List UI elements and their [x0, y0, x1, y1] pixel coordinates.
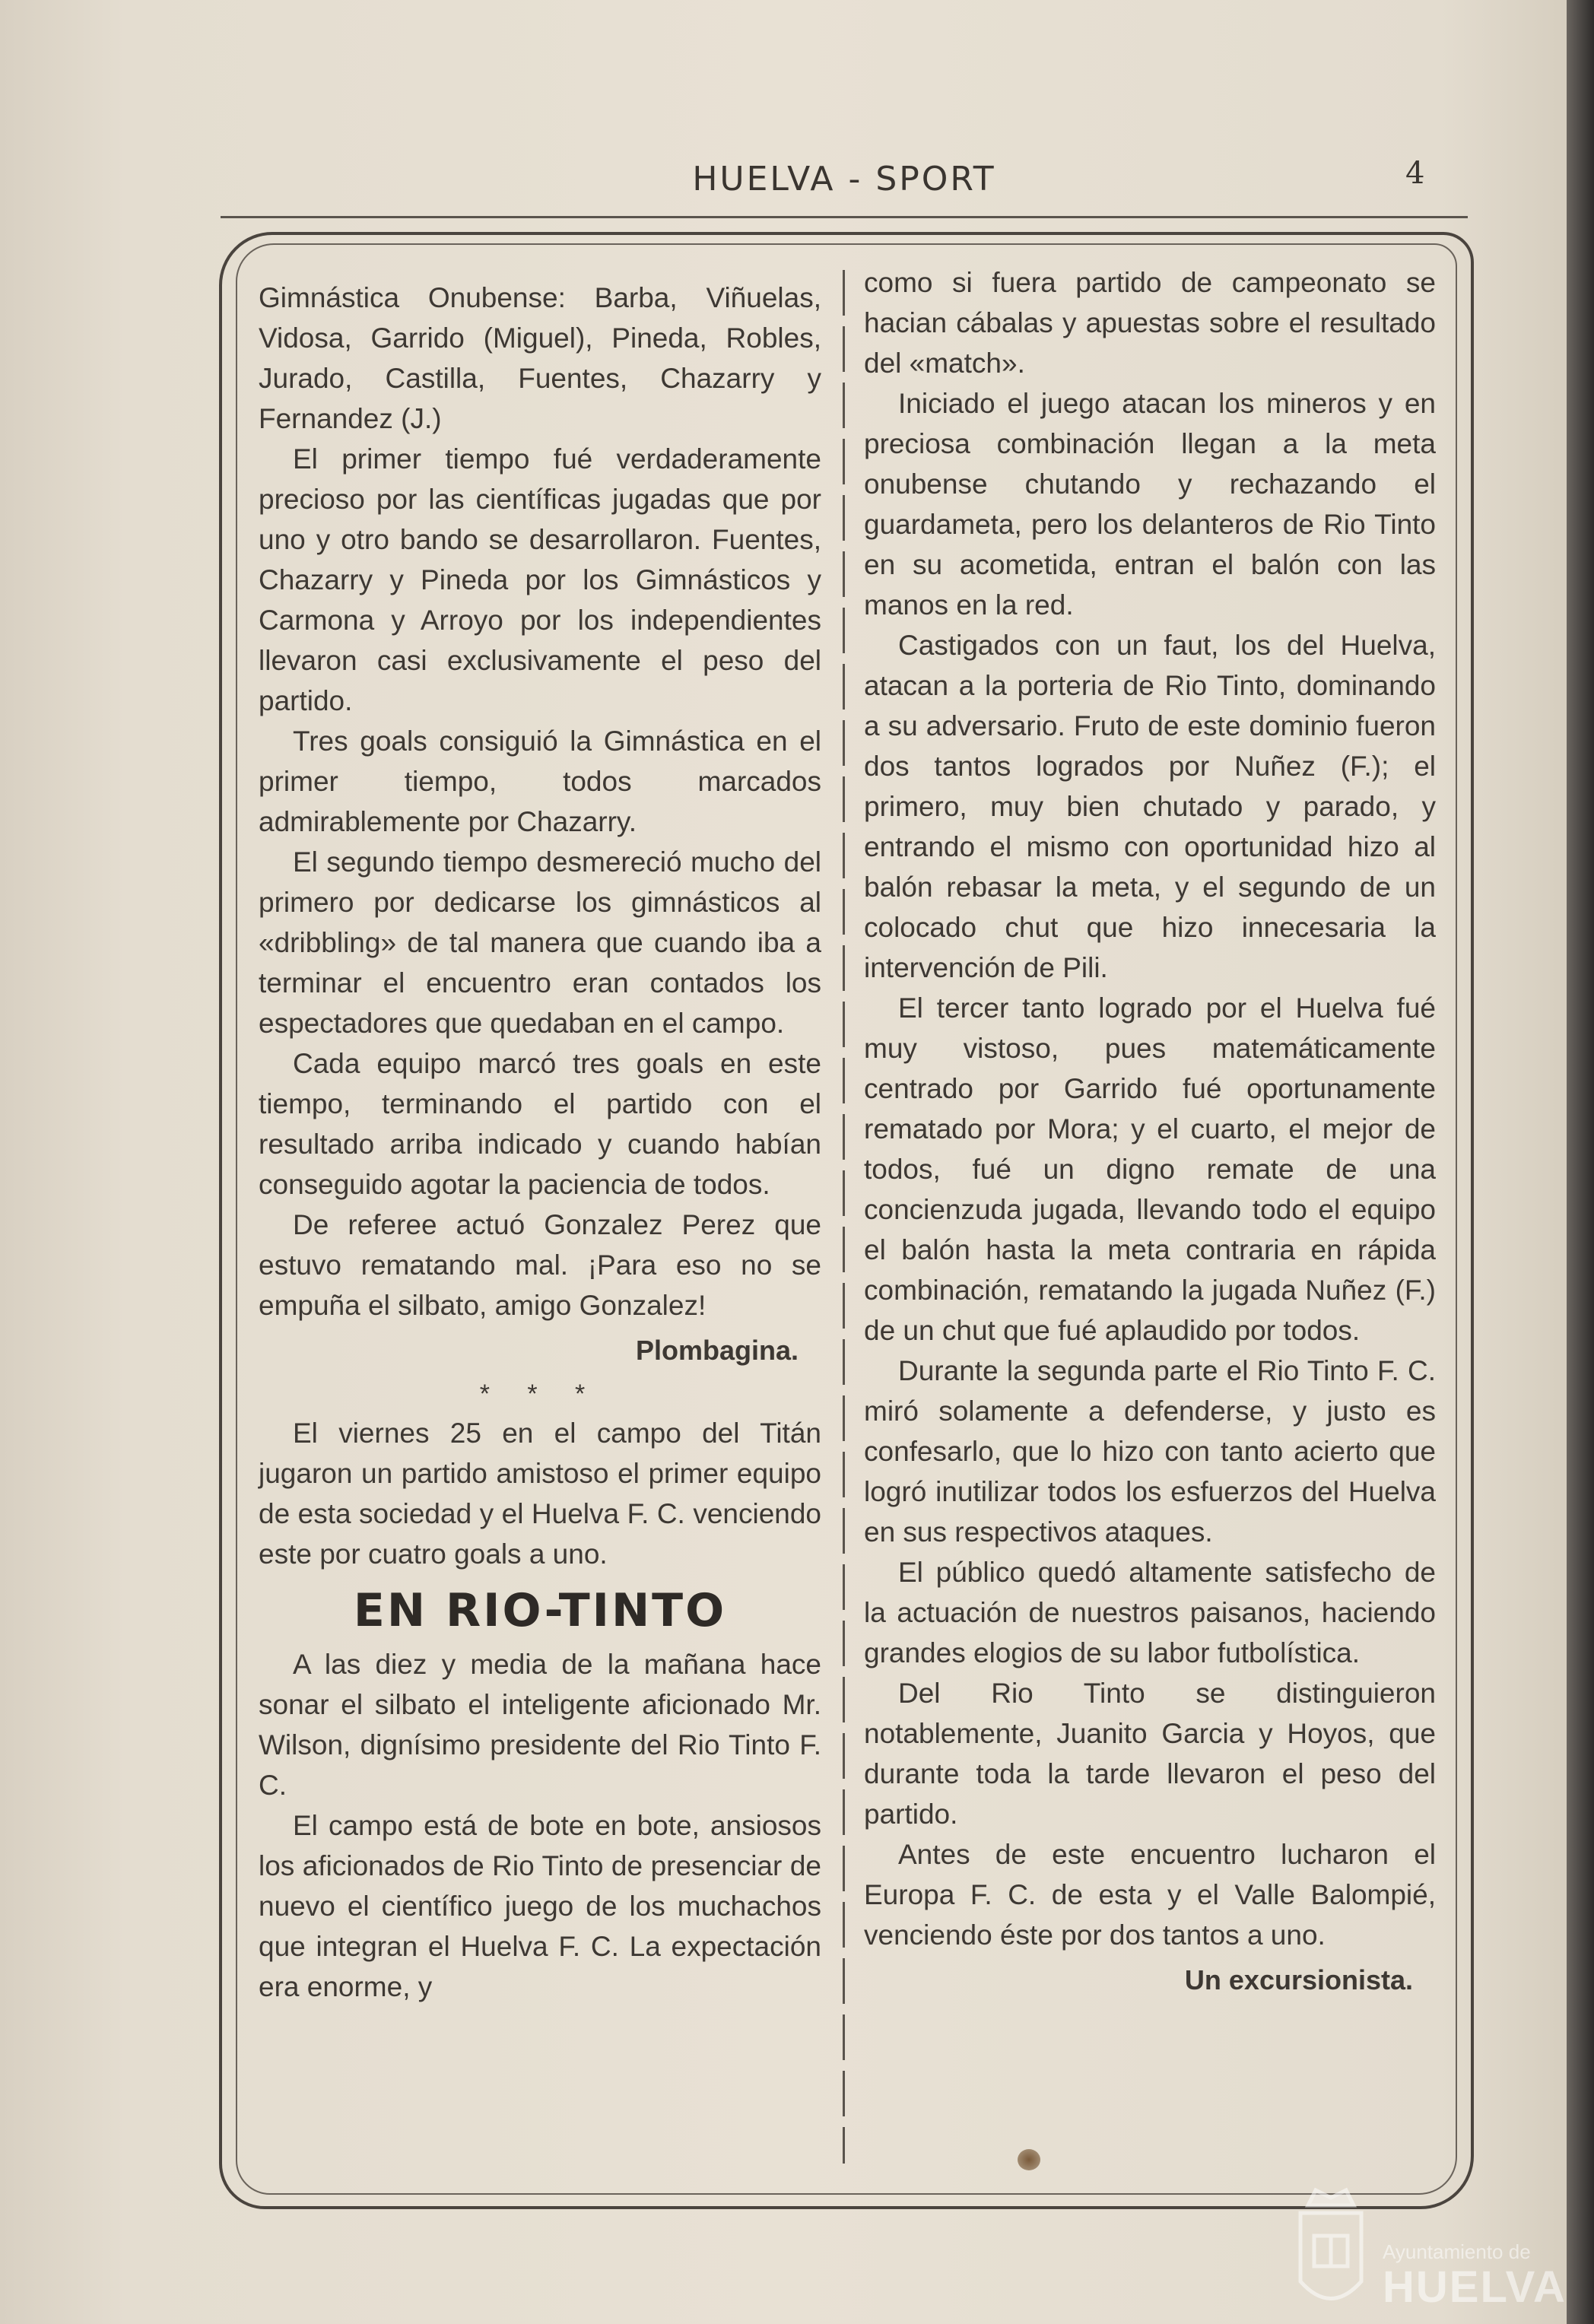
paragraph: Iniciado el juego atacan los mineros y en preciosa combinación llegan a la meta onubense chutando y rechazando el guardameta, pero los delanteros de Rio Tinto en su acometida, entran el balón con las manos en la red.: [864, 388, 1436, 621]
signature-excursionista: Un excursionista.: [1184, 1964, 1413, 1995]
right-column: [864, 262, 1436, 2011]
book-spine: [1567, 0, 1594, 2324]
column-divider: [843, 270, 845, 2164]
left-column: [259, 278, 821, 2007]
paragraph: Durante la segunda parte el Rio Tinto F. C. miró solamente a defenderse, y justo es confesarlo, que lo hizo con tanto acierto que logró inutilizar todos los esfuerzos del Huelva en sus respectivos ataques.: [864, 1355, 1436, 1548]
coat-of-arms-icon: [1285, 2175, 1376, 2319]
paragraph: El campo está de bote en bote, ansiosos los aficionados de Rio Tinto de presenciar de nuevo el científico juego de los muchachos que integran el Huelva F. C. La expectación era enorme, y: [259, 1810, 821, 2002]
signature-plombagina: Plombagina.: [635, 1335, 799, 1366]
paragraph: Cada equipo marcó tres goals en este tiempo, terminando el partido con el resultado arriba indicado y cuando habían conseguido agotar la paciencia de todos.: [259, 1048, 821, 1200]
paragraph: El público quedó altamente satisfecho de la actuación de nuestros paisanos, haciendo grandes elogios de su labor futbolística.: [864, 1557, 1436, 1668]
page-number: 4: [1405, 156, 1425, 191]
paragraph: De referee actuó Gonzalez Perez que estuvo rematando mal. ¡Para eso no se empuña el silbato, amigo Gonzalez!: [259, 1209, 821, 1321]
watermark-small-text: Ayuntamiento de: [1383, 2240, 1531, 2263]
paragraph: El segundo tiempo desmereció mucho del primero por dedicarse los gimnásticos al «dribbling» de tal manera que cuando iba a terminar el encuentro eran contados los espectadores que quedaban en el campo.: [259, 846, 821, 1039]
publication-title: HUELVA - SPORT: [692, 160, 996, 198]
paragraph: Gimnástica Onubense: Barba, Viñuelas, Vidosa, Garrido (Miguel), Pineda, Robles, Jurado, Castilla, Fuentes, Chazarry y Fernandez (J.): [259, 282, 821, 434]
header-rule: [221, 216, 1468, 218]
paragraph: Castigados con un faut, los del Huelva, atacan a la porteria de Rio Tinto, dominando a su adversario. Fruto de este dominio fueron dos tantos logrados por Nuñez (F.); el primero, muy bien chutado y parado, y entrando el mismo con oportunidad hizo al balón rebasar la meta, y el segundo de un colocado chut que hizo innecesaria la intervención de Pili.: [864, 630, 1436, 983]
section-title: EN RIO-TINTO: [353, 1584, 727, 1637]
watermark-big-text: HUELVA: [1383, 2262, 1567, 2312]
ink-blot: [1018, 2149, 1040, 2170]
paragraph: Antes de este encuentro lucharon el Europa F. C. de esta y el Valle Balompié, venciendo éste por dos tantos a uno.: [864, 1839, 1436, 1951]
paragraph: Del Rio Tinto se distinguieron notablemente, Juanito Garcia y Hoyos, que durante toda la tarde llevaron el peso del partido.: [864, 1678, 1436, 1830]
paragraph: El tercer tanto logrado por el Huelva fué muy vistoso, pues matemáticamente centrado por Garrido fué oportunamente rematado por Mora; y el cuarto, el mejor de todos, fué un digno remate de una concienzuda jugada, llevando todo el equipo el balón hasta la meta contraria en rápida combinación, rematando la jugada Nuñez (F.) de un chut que fué aplaudido por todos.: [864, 992, 1436, 1346]
watermark-stamp: [1285, 2175, 1567, 2319]
paragraph: Tres goals consiguió la Gimnástica en el primer tiempo, todos marcados admirablemente por Chazarry.: [259, 725, 821, 837]
paragraph: El primer tiempo fué verdaderamente precioso por las científicas jugadas que por uno y otro bando se desarrollaron. Fuentes, Chazarry y Pineda por los Gimnásticos y Carmona y Arroyo por los independientes llevaron casi exclusivamente el peso del partido.: [259, 443, 821, 716]
paragraph: A las diez y media de la mañana hace sonar el silbato el inteligente aficionado Mr. Wilson, dignísimo presidente del Rio Tinto F. C.: [259, 1649, 821, 1801]
paragraph: como si fuera partido de campeonato se hacian cábalas y apuestas sobre el resultado del «match».: [864, 267, 1436, 379]
paragraph: El viernes 25 en el campo del Titán jugaron un partido amistoso el primer equipo de esta sociedad y el Huelva F. C. venciendo este por cuatro goals a uno.: [259, 1418, 821, 1570]
asterism-separator: * * *: [479, 1379, 601, 1408]
